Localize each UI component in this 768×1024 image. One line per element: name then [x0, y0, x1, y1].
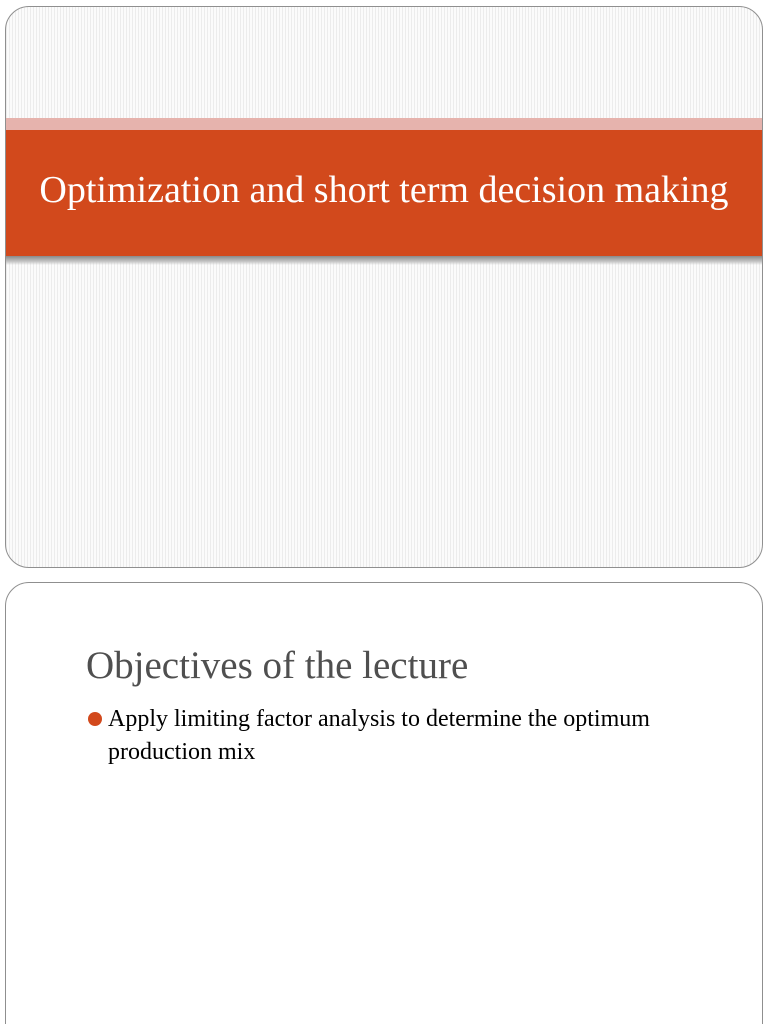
slide-heading: Objectives of the lecture: [86, 644, 469, 687]
title-band-shadow: [6, 256, 762, 265]
bullet-dot-icon: [88, 712, 102, 726]
bullet-item: [86, 703, 686, 769]
bullet-list: [86, 703, 686, 769]
title-band-top-stripe: [6, 118, 762, 130]
title-slide: [5, 6, 763, 568]
title-band: [6, 130, 762, 256]
bullet-text: Apply limiting factor analysis to determine the optimum production mix: [108, 706, 650, 765]
deck-title: Optimization and short term decision making: [39, 169, 729, 211]
objectives-slide: [5, 582, 763, 1024]
